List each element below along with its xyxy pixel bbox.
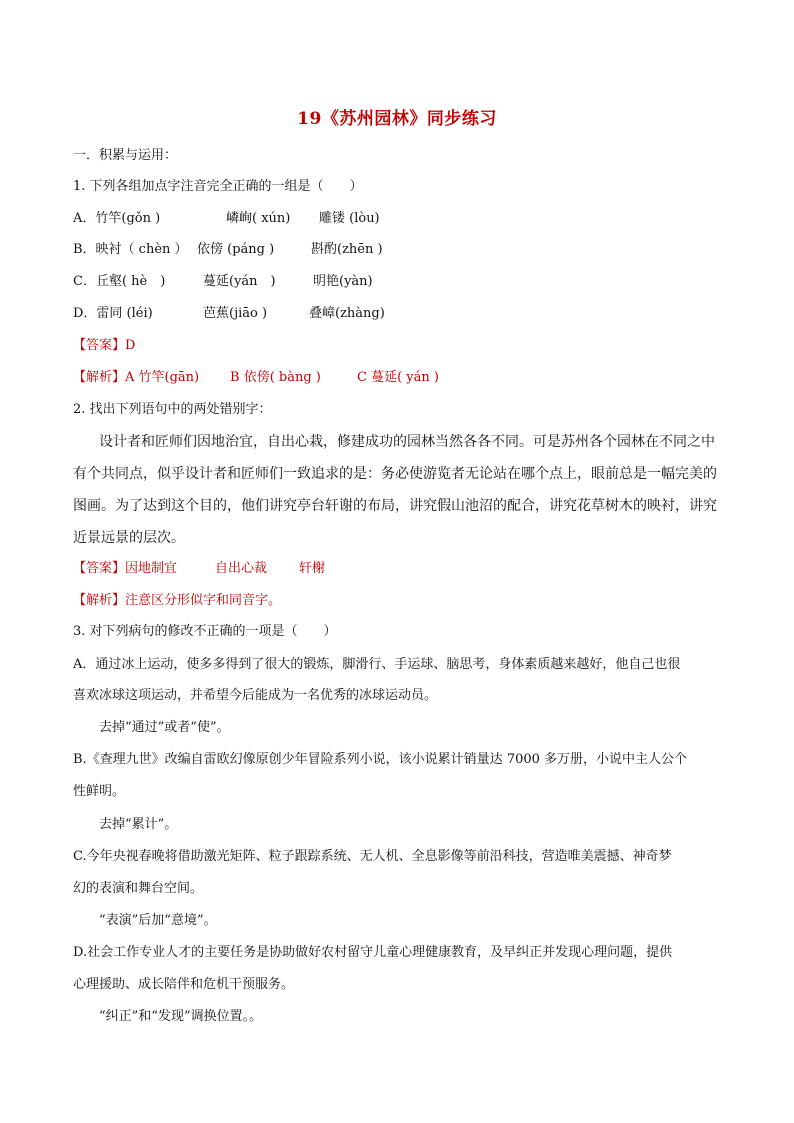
q1-d-1: D．雷同 (léi): [73, 306, 153, 321]
page-title: 19《苏州园林》同步练习: [297, 109, 497, 129]
q1-c-1: C．丘壑( hè ): [73, 274, 166, 289]
q1-b-3: 斟酌(zhēn ): [311, 242, 383, 257]
section-heading: 一．积累与运用：: [73, 148, 178, 163]
q3-option-b-line: 性鲜明。: [73, 784, 126, 799]
q1-a-1: A．竹竿(gǒn ): [73, 211, 161, 226]
q1-c-3: 明艳(yàn): [313, 274, 373, 289]
q1-analysis: [73, 368, 723, 388]
q3-option-b-line: B.《查理九世》改编自雷欧幻像原创少年冒险系列小说，该小说累计销量达 7000 多万册，小说中主人公个: [73, 752, 688, 767]
q3-option-a-line: A．通过冰上运动，使多多得到了很大的锻炼，脚滑行、手运球、脑思考，身体素质越来越好，他自己也很: [73, 657, 681, 672]
analysis-item: C 蔓延( yán ): [357, 370, 439, 385]
analysis-tag: 【解析】: [73, 593, 126, 608]
q2-paragraph-line: 图画。为了达到这个目的，他们讲究亭台轩谢的布局，讲究假山池沼的配合，讲究花草树木的映衬，讲究: [73, 498, 717, 514]
q1-c-2: 蔓延(yán ): [203, 274, 276, 289]
q1-a-2: 嶙峋( xún): [226, 211, 291, 226]
q1-stem: 1. 下列各组加点字注音完全正确的一组是（ ）: [73, 179, 363, 194]
q3-option-a-line: 喜欢冰球这项运动，并希望今后能成为一名优秀的冰球运动员。: [73, 688, 438, 703]
analysis-item: A 竹竿(gān): [125, 370, 200, 385]
q1-answer: [73, 336, 723, 356]
answer-item: 自出心裁: [215, 561, 268, 576]
analysis-text: 注意区分形似字和同音字。: [125, 593, 282, 608]
q3-a-fix: 去掉“通过”或者“使”。: [99, 720, 230, 735]
q1-option-a: [73, 209, 723, 229]
q3-option-d-line: 心理援助、成长陪伴和危机干预服务。: [73, 977, 295, 992]
answer-text: D: [125, 338, 136, 353]
q1-option-c: [73, 272, 723, 292]
q1-option-b: [73, 240, 723, 260]
analysis-tag: 【解析】: [73, 370, 126, 385]
q3-option-c-line: C.今年央视春晚将借助激光矩阵、粒子跟踪系统、无人机、全息影像等前沿科技，营造唯美震撼、神奇梦: [73, 849, 672, 864]
q2-paragraph-line: 近景远景的层次。: [73, 530, 185, 546]
q2-answer: [73, 559, 723, 579]
q3-option-d-line: D.社会工作专业人才的主要任务是协助做好农村留守儿童心理健康教育，及早纠正并发现心理问题，提供: [73, 945, 673, 960]
q1-b-1: B．映衬（ chèn ）: [73, 242, 188, 257]
q2-paragraph-line: 有个共同点，似乎设计者和匠师们一致追求的是：务必使游览者无论站在哪个点上，眼前总是一幅完美的: [73, 466, 717, 482]
q3-d-fix: “纠正”和“发现”调换位置。。: [99, 1009, 263, 1024]
q3-b-fix: 去掉“累计”。: [99, 817, 178, 832]
q1-d-2: 芭蕉(jiāo ): [203, 306, 268, 321]
q2-paragraph-line: 设计者和匠师们因地治宜，自出心栽，修建成功的园林当然各各不同。可是苏州各个园林在不同之中: [99, 434, 715, 450]
q3-option-c-line: 幻的表演和舞台空间。: [73, 881, 204, 896]
q2-analysis: [73, 591, 723, 611]
q1-option-d: [73, 304, 723, 324]
q1-d-3: 叠嶂(zhàng): [309, 306, 385, 321]
analysis-item: B 依傍( bàng ): [230, 370, 321, 385]
q3-stem: 3. 对下列病句的修改不正确的一项是（ ）: [73, 624, 337, 639]
q1-a-3: 雕镂 (lòu): [319, 211, 380, 226]
answer-tag: 【答案】: [73, 338, 126, 353]
q2-stem: 2. 找出下列语句中的两处错别字：: [73, 402, 272, 417]
answer-tag: 【答案】: [73, 561, 126, 576]
answer-item: 因地制宜: [125, 561, 178, 576]
answer-item: 轩榭: [299, 561, 326, 576]
q3-c-fix: “表演”后加“意境”。: [99, 913, 217, 928]
q1-b-2: 依傍 (páng ): [197, 242, 275, 257]
